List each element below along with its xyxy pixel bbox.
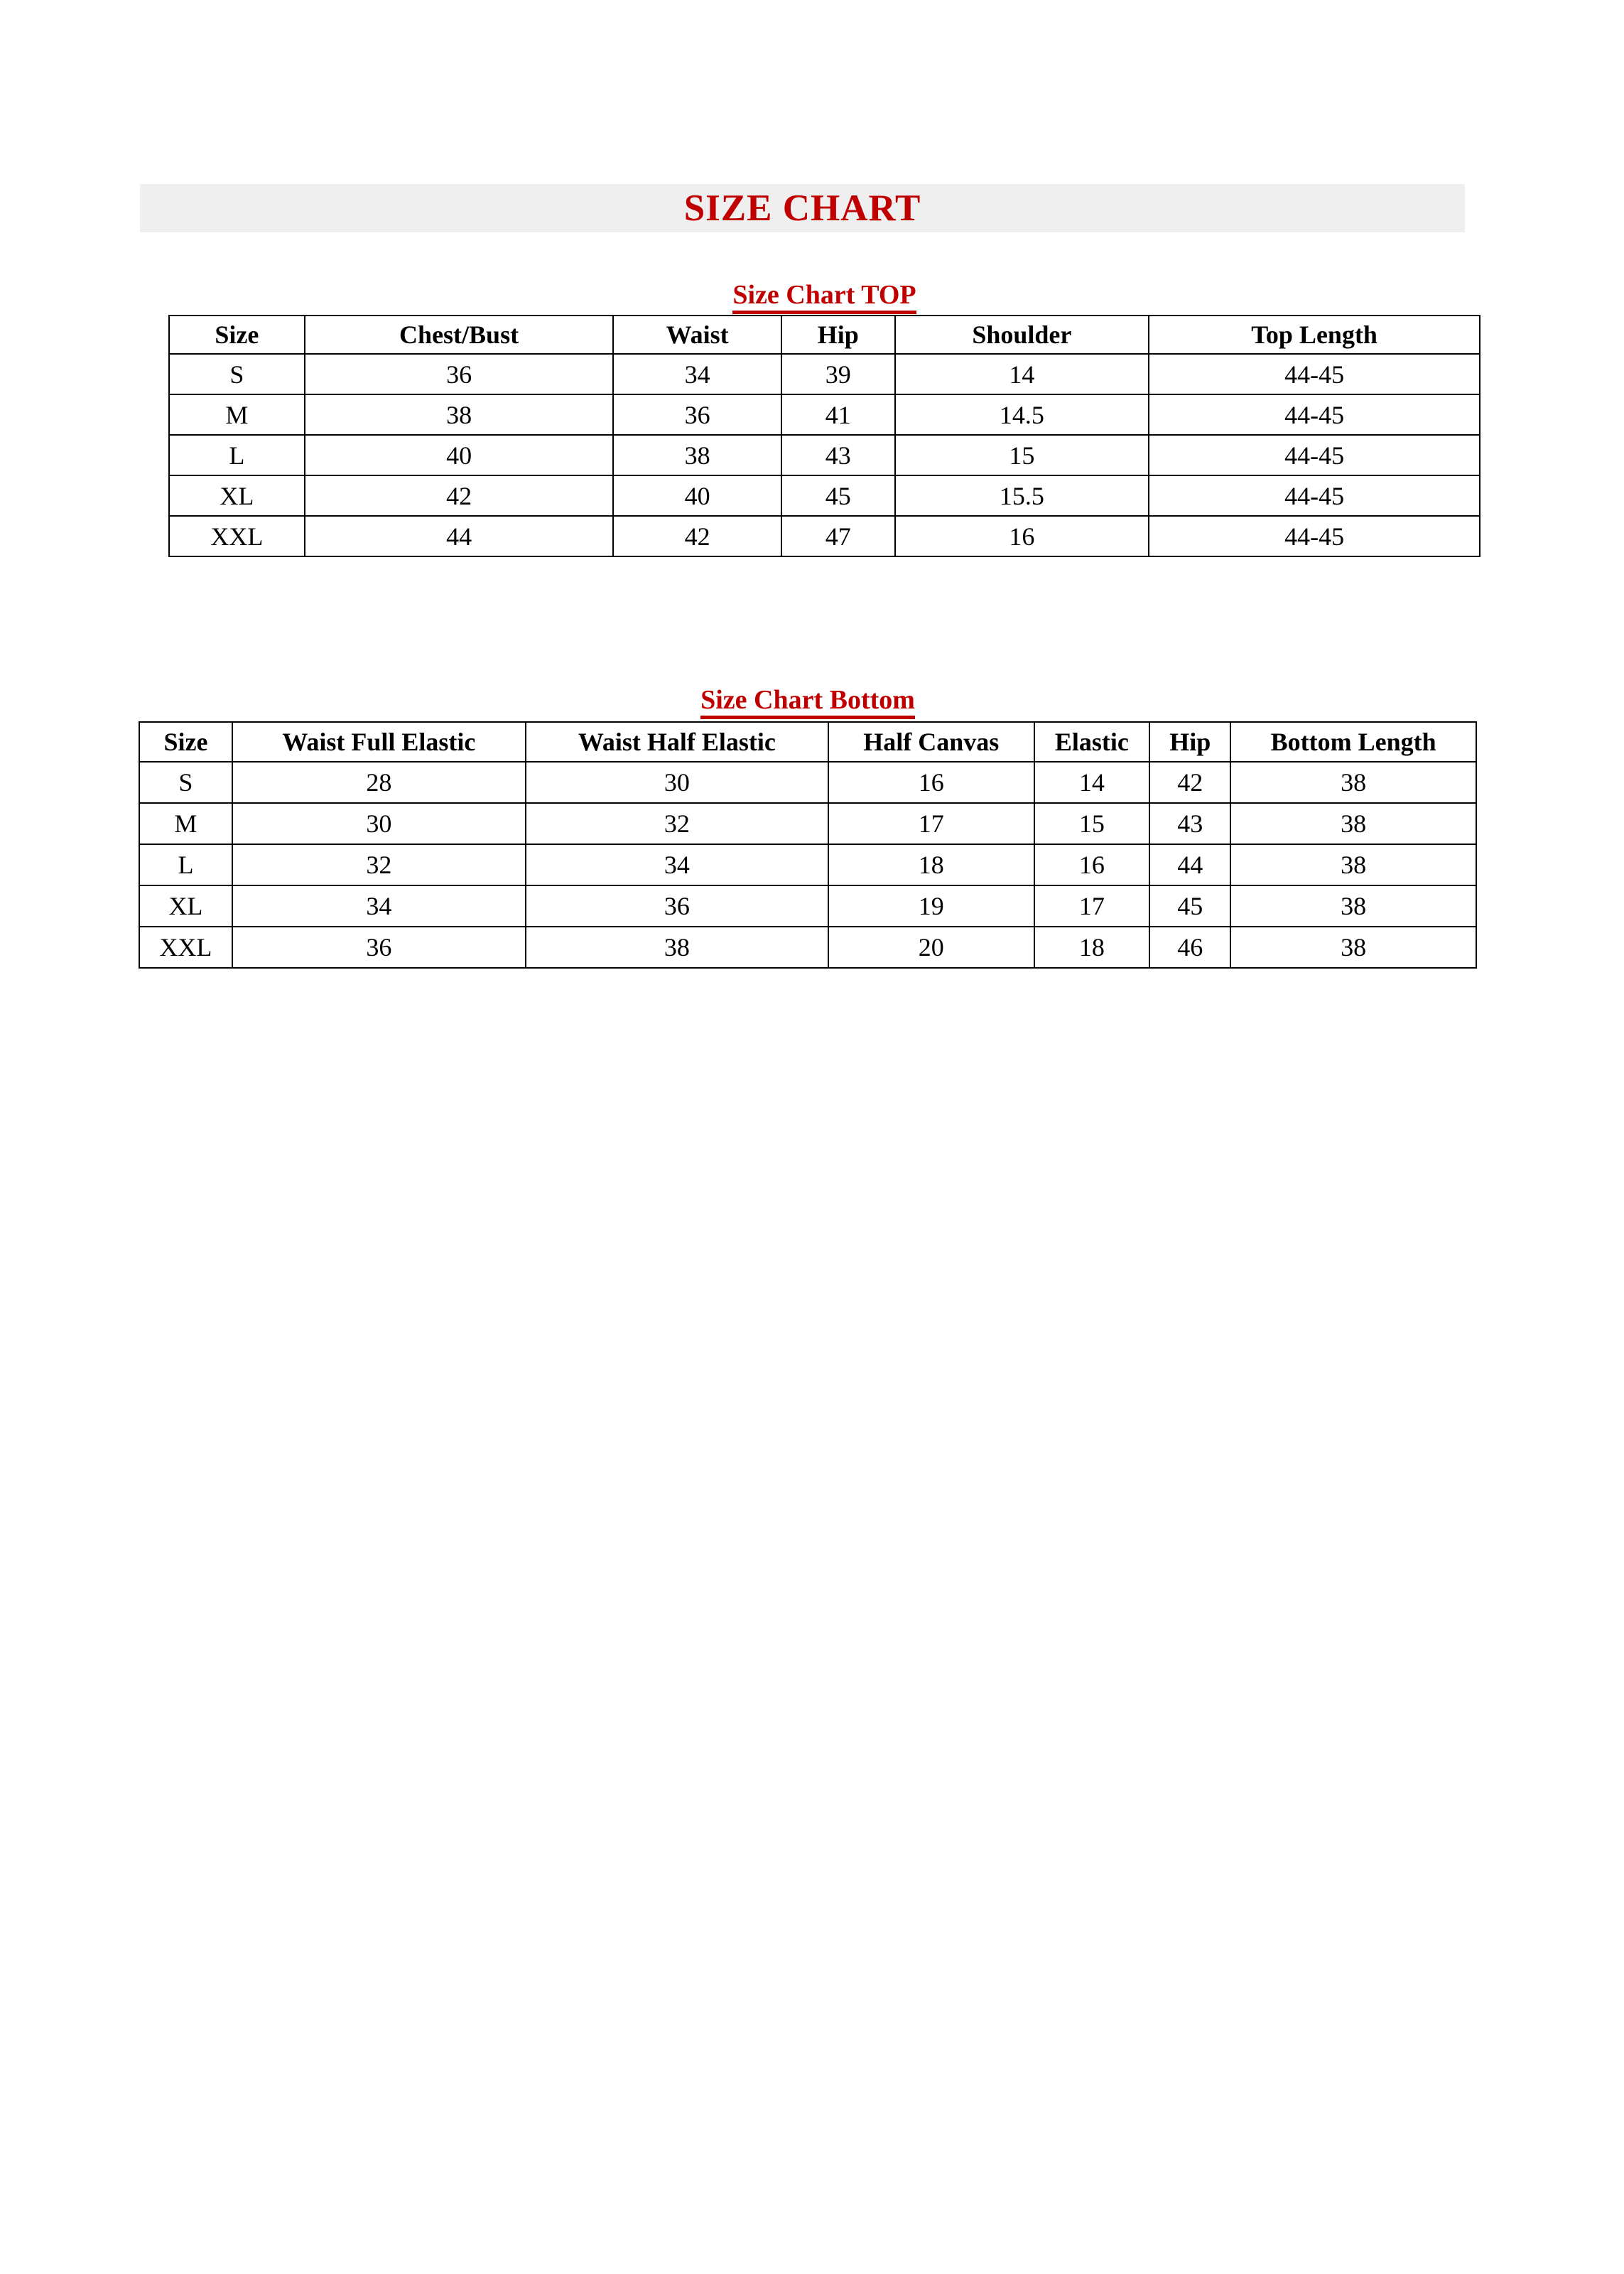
table-cell: 14 (895, 354, 1149, 394)
table-row (139, 762, 1476, 803)
table-cell: 14 (1034, 762, 1150, 803)
table-row (169, 475, 1480, 516)
table-cell: 44-45 (1149, 354, 1480, 394)
table-cell: 38 (1230, 844, 1476, 885)
size-chart-bottom-table (139, 721, 1477, 969)
table-cell: 15 (1034, 803, 1150, 844)
table-cell: 45 (1149, 885, 1230, 927)
table-row (169, 354, 1480, 394)
table-cell: 15 (895, 435, 1149, 475)
bottom-table-heading-wrap (139, 686, 1477, 719)
column-header: Waist Half Elastic (526, 722, 828, 762)
table-cell: 34 (232, 885, 526, 927)
table-cell: 44-45 (1149, 475, 1480, 516)
column-header: Waist (613, 316, 781, 354)
table-cell: 20 (828, 927, 1034, 968)
table-cell: 46 (1149, 927, 1230, 968)
table-cell: 44-45 (1149, 516, 1480, 556)
table-cell: 34 (526, 844, 828, 885)
table-cell: 34 (613, 354, 781, 394)
table-row (139, 927, 1476, 968)
header-row (139, 722, 1476, 762)
size-chart-top-table (168, 315, 1480, 557)
column-header: Hip (781, 316, 895, 354)
table-row (139, 803, 1476, 844)
table-cell: 44-45 (1149, 394, 1480, 435)
table-cell: 36 (613, 394, 781, 435)
table-cell: 18 (828, 844, 1034, 885)
table-cell: 40 (613, 475, 781, 516)
table-cell: 44 (1149, 844, 1230, 885)
header-row (169, 316, 1480, 354)
column-header: Top Length (1149, 316, 1480, 354)
table-cell: XL (139, 885, 232, 927)
table-cell: S (169, 354, 305, 394)
table-cell: 44-45 (1149, 435, 1480, 475)
table-cell: 47 (781, 516, 895, 556)
table-cell: 30 (526, 762, 828, 803)
column-header: Waist Full Elastic (232, 722, 526, 762)
table-cell: 42 (613, 516, 781, 556)
table-cell: 32 (526, 803, 828, 844)
table-row (169, 435, 1480, 475)
table-cell: 16 (895, 516, 1149, 556)
table-cell: 42 (305, 475, 614, 516)
table-cell: 38 (1230, 885, 1476, 927)
table-row (139, 885, 1476, 927)
table-cell: 38 (1230, 927, 1476, 968)
table-cell: 17 (1034, 885, 1150, 927)
table-row (169, 516, 1480, 556)
table-cell: 44 (305, 516, 614, 556)
table-cell: L (169, 435, 305, 475)
table-cell: 18 (1034, 927, 1150, 968)
table-cell: 30 (232, 803, 526, 844)
column-header: Bottom Length (1230, 722, 1476, 762)
table-row (169, 394, 1480, 435)
table-cell: 40 (305, 435, 614, 475)
table-cell: 36 (305, 354, 614, 394)
table-cell: XXL (139, 927, 232, 968)
table-cell: 41 (781, 394, 895, 435)
table-cell: XL (169, 475, 305, 516)
column-header: Size (169, 316, 305, 354)
table-cell: 38 (526, 927, 828, 968)
table-cell: S (139, 762, 232, 803)
page-title: SIZE CHART (683, 187, 921, 229)
table-cell: 43 (781, 435, 895, 475)
table-cell: 38 (305, 394, 614, 435)
table-cell: 28 (232, 762, 526, 803)
table-cell: 36 (232, 927, 526, 968)
table-cell: XXL (169, 516, 305, 556)
table-cell: 45 (781, 475, 895, 516)
column-header: Shoulder (895, 316, 1149, 354)
column-header: Size (139, 722, 232, 762)
table-cell: 17 (828, 803, 1034, 844)
column-header: Hip (1149, 722, 1230, 762)
table-cell: 19 (828, 885, 1034, 927)
table-cell: 38 (1230, 803, 1476, 844)
table-cell: 32 (232, 844, 526, 885)
table-cell: 38 (613, 435, 781, 475)
bottom-table-heading: Size Chart Bottom (700, 686, 915, 719)
top-table-heading-wrap (168, 281, 1480, 314)
table-cell: 14.5 (895, 394, 1149, 435)
table-cell: 16 (828, 762, 1034, 803)
table-cell: L (139, 844, 232, 885)
column-header: Chest/Bust (305, 316, 614, 354)
table-row (139, 844, 1476, 885)
table-cell: 36 (526, 885, 828, 927)
column-header: Half Canvas (828, 722, 1034, 762)
table-cell: 39 (781, 354, 895, 394)
table-cell: 42 (1149, 762, 1230, 803)
title-banner (140, 184, 1465, 232)
column-header: Elastic (1034, 722, 1150, 762)
table-cell: 16 (1034, 844, 1150, 885)
table-cell: 15.5 (895, 475, 1149, 516)
table-cell: M (169, 394, 305, 435)
table-cell: 38 (1230, 762, 1476, 803)
table-cell: 43 (1149, 803, 1230, 844)
table-cell: M (139, 803, 232, 844)
top-table-heading: Size Chart TOP (732, 281, 916, 314)
